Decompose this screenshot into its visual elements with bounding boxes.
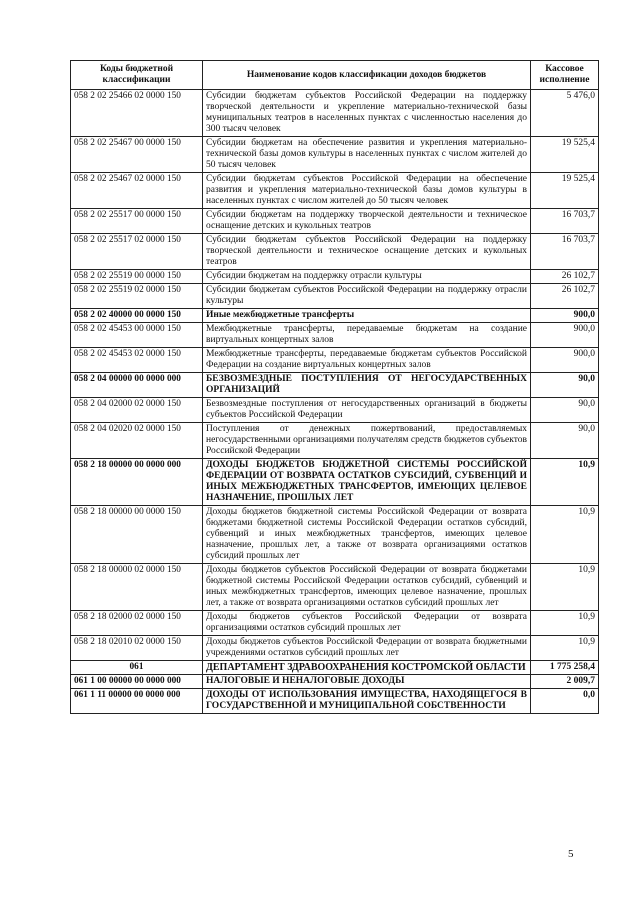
table-row — [71, 398, 599, 423]
row-code: 058 2 02 25467 02 0000 150 — [71, 173, 203, 209]
row-name: Поступления от денежных пожертвований, предоставляемых негосударственными организациями получателям средств бюджетов субъектов Российской Федерации — [203, 423, 531, 459]
row-name: Субсидии бюджетам субъектов Российской Федерации на обеспечение развития и укрепления материально-технической базы домов культуры в населенных пунктах с числом жителей до 50 тысяч человек — [203, 173, 531, 209]
row-code: 058 2 02 25519 00 0000 150 — [71, 270, 203, 284]
row-code: 058 2 18 00000 00 0000 000 — [71, 459, 203, 506]
row-name: Межбюджетные трансферты, передаваемые бюджетам субъектов Российской Федерации на создание виртуальных концертных залов — [203, 348, 531, 373]
row-code: 058 2 04 00000 00 0000 000 — [71, 373, 203, 398]
row-code: 058 2 18 00000 02 0000 150 — [71, 564, 203, 611]
row-amount: 1 775 258,4 — [531, 661, 599, 675]
row-amount: 90,0 — [531, 398, 599, 423]
row-amount: 26 102,7 — [531, 270, 599, 284]
row-code: 058 2 18 02010 02 0000 150 — [71, 636, 203, 661]
row-name: ДОХОДЫ БЮДЖЕТОВ БЮДЖЕТНОЙ СИСТЕМЫ РОССИЙСКОЙ ФЕДЕРАЦИИ ОТ ВОЗВРАТА ОСТАТКОВ СУБСИДИЙ, СУБВЕНЦИЙ И ИНЫХ МЕЖБЮДЖЕТНЫХ ТРАНСФЕРТОВ, ИМЕЮЩИХ ЦЕЛЕВОЕ НАЗНАЧЕНИЕ, ПРОШЛЫХ ЛЕТ — [203, 459, 531, 506]
row-name: Субсидии бюджетам на поддержку творческой деятельности и техническое оснащение детских и кукольных театров — [203, 209, 531, 234]
table-row — [71, 564, 599, 611]
row-name: Доходы бюджетов субъектов Российской Федерации от возврата бюджетными учреждениями остатков субсидий прошлых лет — [203, 636, 531, 661]
table-row — [71, 284, 599, 309]
table-row — [71, 137, 599, 173]
header-amount: Кассовое исполнение — [531, 61, 599, 90]
row-name: Субсидии бюджетам субъектов Российской Федерации на поддержку творческой деятельности и укрепление материально-технической базы муниципальных театров в населенных пунктах с численностью населения до 300 тысяч человек — [203, 90, 531, 137]
table-row — [71, 675, 599, 689]
row-amount: 90,0 — [531, 373, 599, 398]
row-name: Субсидии бюджетам на поддержку отрасли культуры — [203, 270, 531, 284]
row-amount: 10,9 — [531, 564, 599, 611]
table-header-row — [71, 61, 599, 90]
table-row — [71, 611, 599, 636]
row-amount: 5 476,0 — [531, 90, 599, 137]
row-amount: 16 703,7 — [531, 209, 599, 234]
table-row — [71, 661, 599, 675]
table-row — [71, 373, 599, 398]
row-amount: 10,9 — [531, 611, 599, 636]
row-name: ДОХОДЫ ОТ ИСПОЛЬЗОВАНИЯ ИМУЩЕСТВА, НАХОДЯЩЕГОСЯ В ГОСУДАРСТВЕННОЙ И МУНИЦИПАЛЬНОЙ СОБСТВЕННОСТИ — [203, 689, 531, 714]
row-name: Межбюджетные трансферты, передаваемые бюджетам на создание виртуальных концертных залов — [203, 323, 531, 348]
table-row — [71, 636, 599, 661]
row-name: НАЛОГОВЫЕ И НЕНАЛОГОВЫЕ ДОХОДЫ — [203, 675, 531, 689]
row-code: 061 1 00 00000 00 0000 000 — [71, 675, 203, 689]
header-name: Наименование кодов классификации доходов бюджетов — [203, 61, 531, 90]
row-code: 058 2 02 25517 00 0000 150 — [71, 209, 203, 234]
row-name: Субсидии бюджетам на обеспечение развития и укрепления материально-технической базы домов культуры в населенных пунктах с числом жителей до 50 тысяч человек — [203, 137, 531, 173]
row-code: 058 2 02 25519 02 0000 150 — [71, 284, 203, 309]
row-code: 058 2 04 02020 02 0000 150 — [71, 423, 203, 459]
row-code: 058 2 02 25466 02 0000 150 — [71, 90, 203, 137]
table-row — [71, 270, 599, 284]
table-row — [71, 459, 599, 506]
row-code: 058 2 02 45453 00 0000 150 — [71, 323, 203, 348]
row-amount: 90,0 — [531, 423, 599, 459]
row-name: Субсидии бюджетам субъектов Российской Федерации на поддержку отрасли культуры — [203, 284, 531, 309]
page-number: 5 — [568, 848, 574, 860]
row-code: 058 2 02 25517 02 0000 150 — [71, 234, 203, 270]
row-code: 058 2 02 40000 00 0000 150 — [71, 309, 203, 323]
row-code: 061 — [71, 661, 203, 675]
row-amount: 16 703,7 — [531, 234, 599, 270]
revenue-table — [70, 60, 599, 714]
row-amount: 900,0 — [531, 348, 599, 373]
header-code: Коды бюджетной классификации — [71, 61, 203, 90]
row-amount: 19 525,4 — [531, 173, 599, 209]
table-row — [71, 348, 599, 373]
table-row — [71, 90, 599, 137]
row-name: БЕЗВОЗМЕЗДНЫЕ ПОСТУПЛЕНИЯ ОТ НЕГОСУДАРСТВЕННЫХ ОРГАНИЗАЦИЙ — [203, 373, 531, 398]
row-name: ДЕПАРТАМЕНТ ЗДРАВООХРАНЕНИЯ КОСТРОМСКОЙ ОБЛАСТИ — [203, 661, 531, 675]
table-row — [71, 209, 599, 234]
row-name: Безвозмездные поступления от негосударственных организаций в бюджеты субъектов Российской Федерации — [203, 398, 531, 423]
row-name: Доходы бюджетов бюджетной системы Российской Федерации от возврата бюджетами бюджетной системы Российской Федерации остатков субсидий, субвенций и иных межбюджетных трансфертов, имеющих целевое назначение, прошлых лет, а также от возврата организациями остатков субсидий прошлых лет — [203, 506, 531, 564]
table-row — [71, 234, 599, 270]
table-row — [71, 689, 599, 714]
row-amount: 2 009,7 — [531, 675, 599, 689]
row-code: 058 2 02 45453 02 0000 150 — [71, 348, 203, 373]
table-row — [71, 506, 599, 564]
table-row — [71, 309, 599, 323]
row-amount: 10,9 — [531, 506, 599, 564]
row-code: 058 2 18 02000 02 0000 150 — [71, 611, 203, 636]
row-code: 058 2 04 02000 02 0000 150 — [71, 398, 203, 423]
row-name: Субсидии бюджетам субъектов Российской Федерации на поддержку творческой деятельности и техническое оснащение детских и кукольных театров — [203, 234, 531, 270]
row-code: 058 2 18 00000 00 0000 150 — [71, 506, 203, 564]
table-row — [71, 323, 599, 348]
row-amount: 900,0 — [531, 309, 599, 323]
row-amount: 10,9 — [531, 636, 599, 661]
row-amount: 0,0 — [531, 689, 599, 714]
table-row — [71, 173, 599, 209]
row-name: Доходы бюджетов субъектов Российской Федерации от возврата бюджетами бюджетной системы Российской Федерации остатков субсидий, субвенций и иных межбюджетных трансфертов, имеющих целевое назначение, прошлых лет, а также от возврата организациями остатков субсидий прошлых лет — [203, 564, 531, 611]
table-row — [71, 423, 599, 459]
row-name: Иные межбюджетные трансферты — [203, 309, 531, 323]
row-amount: 26 102,7 — [531, 284, 599, 309]
row-code: 058 2 02 25467 00 0000 150 — [71, 137, 203, 173]
row-amount: 10,9 — [531, 459, 599, 506]
row-name: Доходы бюджетов субъектов Российской Федерации от возврата организациями остатков субсидий прошлых лет — [203, 611, 531, 636]
table-body — [71, 90, 599, 714]
row-amount: 900,0 — [531, 323, 599, 348]
row-code: 061 1 11 00000 00 0000 000 — [71, 689, 203, 714]
row-amount: 19 525,4 — [531, 137, 599, 173]
